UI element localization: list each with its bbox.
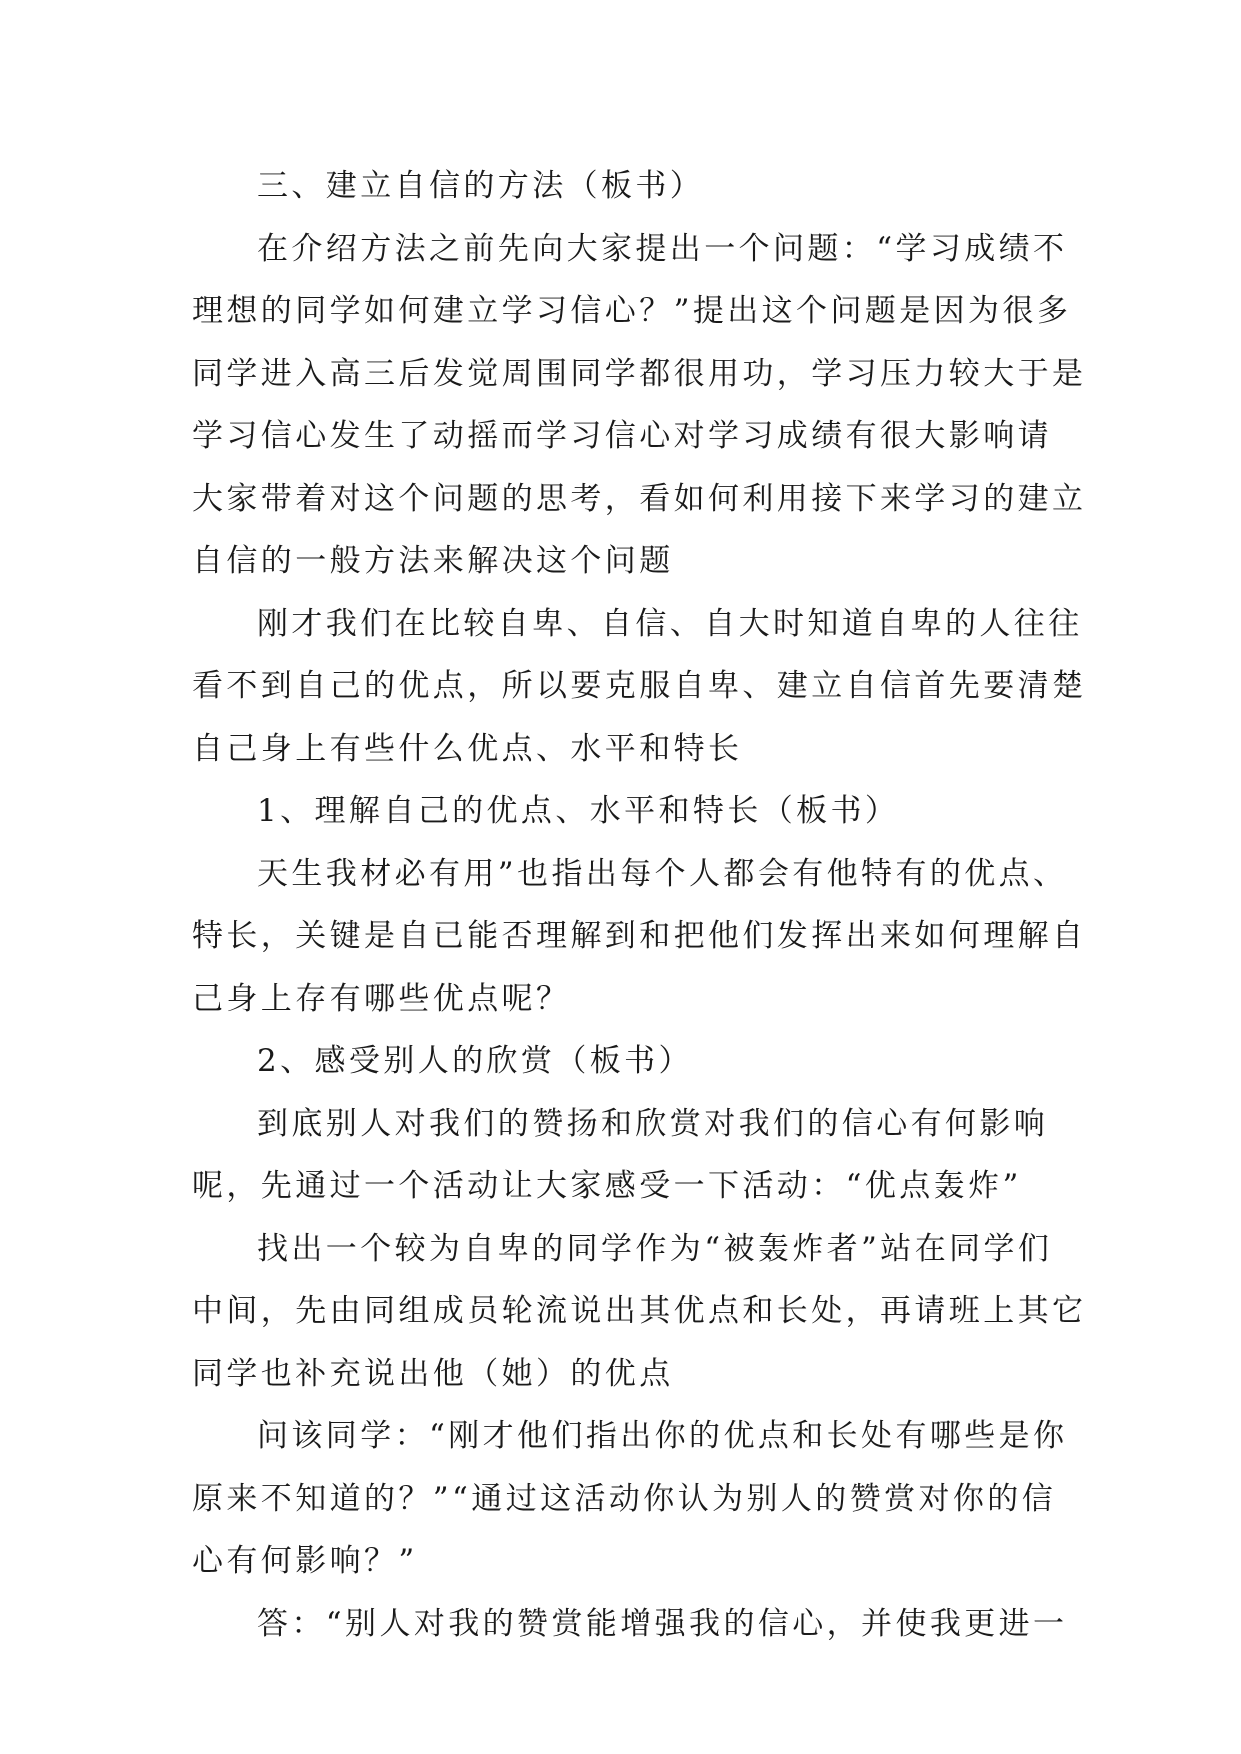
paragraph-line: 心有何影响？” <box>192 1543 418 1579</box>
paragraph-line: 刚才我们在比较自卑、自信、自大时知道自卑的人往往 <box>257 605 1083 642</box>
paragraph-line: 答：“别人对我的赞赏能增强我的信心，并使我更进一 <box>257 1605 1068 1642</box>
paragraph-line: 天生我材必有用”也指出每个人都会有他特有的优点、 <box>257 855 1068 892</box>
document-page <box>192 155 1087 1655</box>
section-heading: 三、建立自信的方法（板书） <box>257 168 705 204</box>
paragraph-line: 问该同学：“刚才他们指出你的优点和长处有哪些是你 <box>257 1418 1068 1454</box>
paragraph-line: 找出一个较为自卑的同学作为“被轰炸者”站在同学们 <box>257 1230 1053 1267</box>
paragraph-line: 同学进入高三后发觉周围同学都很用功，学习压力较大于是 <box>192 355 1087 392</box>
paragraph-line: 到底别人对我们的赞扬和欣赏对我们的信心有何影响 <box>257 1105 1049 1142</box>
paragraph-line: 同学也补充说出他（她）的优点 <box>192 1355 674 1392</box>
paragraph-line: 特长，关键是自已能否理解到和把他们发挥出来如何理解自 <box>192 918 1087 954</box>
paragraph-line: 呢，先通过一个活动让大家感受一下活动：“优点轰炸” <box>192 1168 1022 1204</box>
paragraph-line: 理想的同学如何建立学习信心？”提出这个问题是因为很多 <box>192 293 1072 329</box>
subsection-heading: 1、理解自己的优点、水平和特长（板书） <box>257 793 900 829</box>
paragraph-line: 在介绍方法之前先向大家提出一个问题：“学习成绩不 <box>257 230 1068 267</box>
subsection-heading: 2、感受别人的欣赏（板书） <box>257 1043 693 1079</box>
paragraph-line: 看不到自己的优点，所以要克服自卑、建立自信首先要清楚 <box>192 668 1087 704</box>
paragraph-line: 己身上存有哪些优点呢？ <box>192 980 571 1017</box>
paragraph-line: 自信的一般方法来解决这个问题 <box>192 543 674 579</box>
paragraph-line: 学习信心发生了动摇而学习信心对学习成绩有很大影响请 <box>192 418 1052 454</box>
paragraph-line: 原来不知道的？”“通过这活动你认为别人的赞赏对你的信 <box>192 1480 1057 1517</box>
paragraph-line: 自己身上有些什么优点、水平和特长 <box>192 730 743 767</box>
paragraph-line: 中间，先由同组成员轮流说出其优点和长处，再请班上其它 <box>192 1293 1087 1329</box>
paragraph-line: 大家带着对这个问题的思考，看如何利用接下来学习的建立 <box>192 480 1087 517</box>
